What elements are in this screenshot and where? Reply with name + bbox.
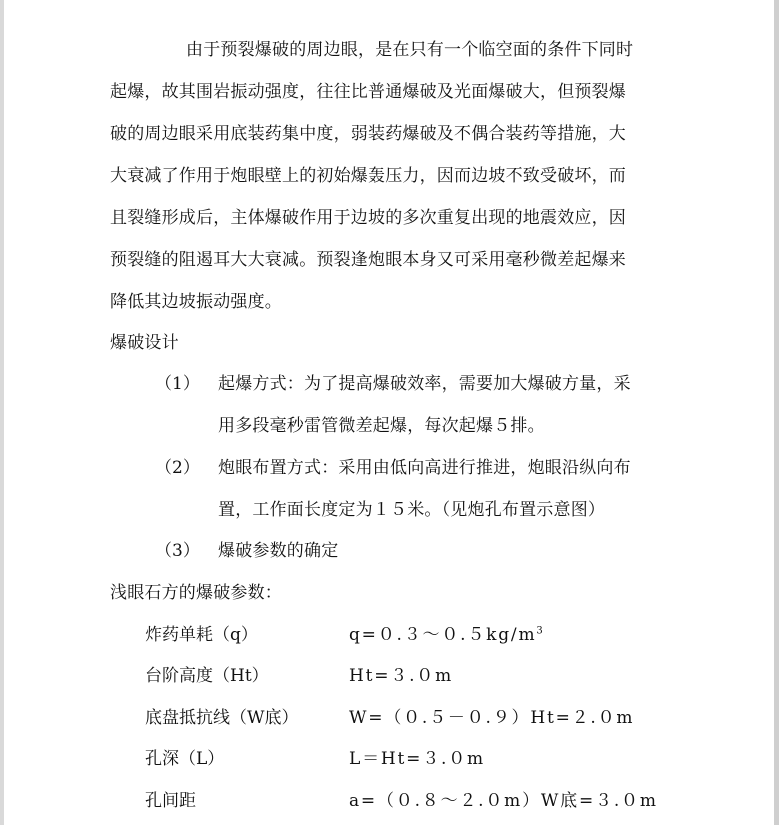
- page-border-right: [774, 0, 779, 825]
- param-label: 孔深（L）: [145, 749, 225, 769]
- list-item-text: 起爆方式：为了提高爆破效率，需要加大爆破方量，采: [218, 374, 631, 394]
- param-label: 台阶高度（Ht）: [145, 666, 269, 686]
- paragraph-line: 由于预裂爆破的周边眼，是在只有一个临空面的条件下同时: [186, 40, 634, 60]
- paragraph-line: 破的周边眼采用底装药集中度，弱装药爆破及不偶合装药等措施，大: [110, 124, 626, 144]
- param-value: W=（０.５－０.９）Ht=２.０m: [349, 708, 635, 728]
- list-item-number: （2）: [155, 458, 200, 478]
- param-label: 炸药单耗（q）: [145, 625, 258, 645]
- list-item-number: （3）: [155, 541, 200, 561]
- section-heading: 爆破设计: [110, 333, 179, 353]
- paragraph-line: 预裂缝的阻遏耳大大衰减。预裂逢炮眼本身又可采用毫秒微差起爆来: [110, 250, 626, 270]
- param-value: a=（０.８～２.０m）W底=３.０m: [349, 791, 658, 811]
- param-value: [349, 625, 543, 645]
- param-label: 孔间距: [145, 791, 196, 811]
- paragraph-line: 且裂缝形成后，主体爆破作用于边坡的多次重复出现的地震效应，因: [110, 208, 626, 228]
- param-value-superscript: 3: [536, 625, 543, 637]
- document-page: [4, 0, 774, 825]
- params-title: 浅眼石方的爆破参数：: [110, 583, 282, 603]
- list-item-text: 炮眼布置方式：采用由低向高进行推进，炮眼沿纵向布: [218, 458, 631, 478]
- list-item-text: 爆破参数的确定: [218, 541, 339, 561]
- param-value: L＝Ht=３.０m: [349, 749, 485, 769]
- list-item-number: （1）: [155, 374, 200, 394]
- param-value-text: q=０.３～０.５kg/m: [349, 625, 537, 645]
- list-item-text: 置，工作面长度定为１５米。（见炮孔布置示意图）: [218, 500, 606, 520]
- paragraph-line: 降低其边坡振动强度。: [110, 292, 282, 312]
- param-label: 底盘抵抗线（W底）: [145, 708, 299, 728]
- paragraph-line: 大衰减了作用于炮眼壁上的初始爆轰压力，因而边坡不致受破坏，而: [110, 166, 626, 186]
- param-value: Ht=３.０m: [349, 666, 454, 686]
- paragraph-line: 起爆，故其围岩振动强度，往往比普通爆破及光面爆破大，但预裂爆: [110, 82, 626, 102]
- list-item-text: 用多段毫秒雷管微差起爆，每次起爆５排。: [218, 416, 545, 436]
